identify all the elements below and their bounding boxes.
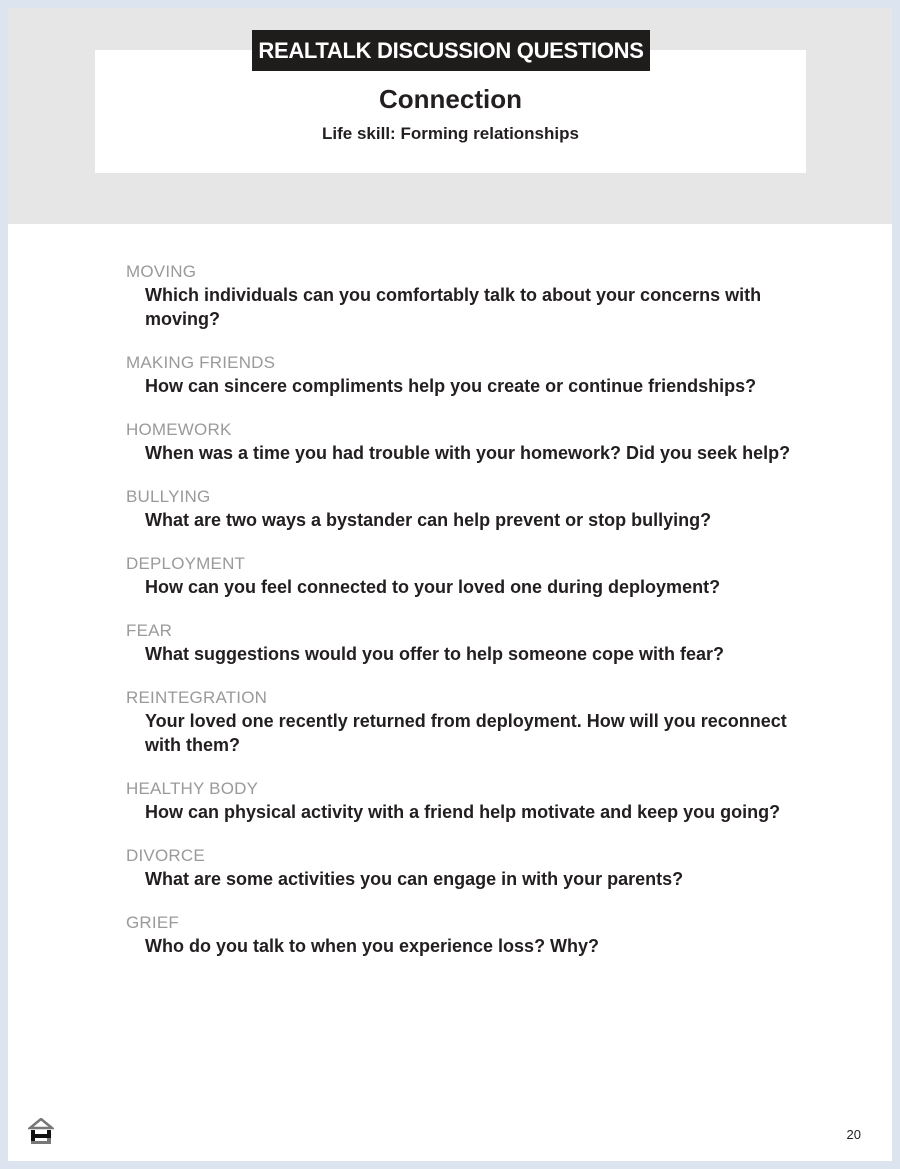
list-item <box>126 261 806 331</box>
list-item <box>126 352 806 398</box>
question-text: When was a time you had trouble with your homework? Did you seek help? <box>145 443 791 463</box>
list-item <box>126 486 806 532</box>
topic-label: HEALTHY BODY <box>126 779 259 798</box>
topic-label: FEAR <box>126 621 173 640</box>
topic-label: GRIEF <box>126 913 179 932</box>
house-logo-icon <box>28 1118 54 1151</box>
question-text: Who do you talk to when you experience loss? Why? <box>145 936 600 956</box>
page <box>8 8 892 1161</box>
question-text: What are two ways a bystander can help prevent or stop bullying? <box>145 510 712 530</box>
topic-label: REINTEGRATION <box>126 688 268 707</box>
topic-label: MOVING <box>126 262 197 281</box>
question-text: How can you feel connected to your loved one during deployment? <box>145 577 721 597</box>
page-title: Connection <box>379 84 522 114</box>
list-item <box>126 419 806 465</box>
question-list <box>126 261 806 979</box>
question-text: How can physical activity with a friend help motivate and keep you going? <box>145 802 781 822</box>
question-text: What suggestions would you offer to help someone cope with fear? <box>145 644 725 664</box>
topic-label: HOMEWORK <box>126 420 232 439</box>
header-band <box>8 8 892 224</box>
list-item <box>126 687 806 757</box>
section-banner: REALTALK DISCUSSION QUESTIONS <box>252 30 650 71</box>
question-text: Which individuals can you comfortably talk to about your concerns with moving? <box>145 285 762 329</box>
topic-label: DIVORCE <box>126 846 205 865</box>
topic-label: MAKING FRIENDS <box>126 353 276 372</box>
list-item <box>126 845 806 891</box>
topic-label: BULLYING <box>126 487 211 506</box>
list-item <box>126 912 806 958</box>
list-item <box>126 778 806 824</box>
question-text: What are some activities you can engage in with your parents? <box>145 869 684 889</box>
list-item <box>126 620 806 666</box>
question-text: Your loved one recently returned from deployment. How will you reconnect with them? <box>145 711 787 755</box>
topic-label: DEPLOYMENT <box>126 554 246 573</box>
list-item <box>126 553 806 599</box>
question-text: How can sincere compliments help you create or continue friendships? <box>145 376 757 396</box>
page-number: 20 <box>846 1127 861 1142</box>
page-subtitle: Life skill: Forming relationships <box>322 124 579 143</box>
